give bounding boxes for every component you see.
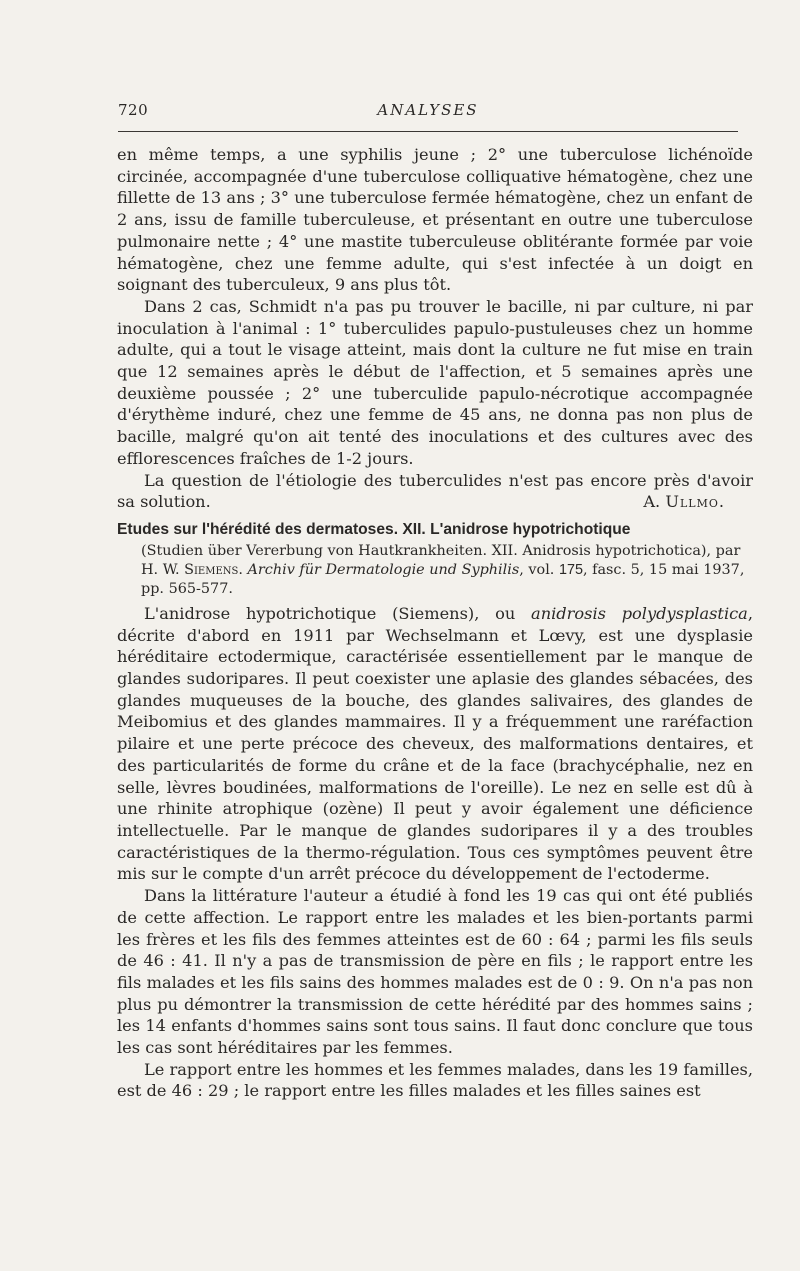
article-heading: Etudes sur l'hérédité des dermatoses. XII. L'anidrose hypotrichotique [117,520,631,538]
p4-start: L'anidrose hypotrichotique (Siemens), ou [144,603,532,623]
signature [117,491,753,513]
paragraph-conclusion: La question de l'étiologie des tuberculides n'est pas encore près d'avoir sa solution. [117,470,753,512]
ref-journal: Archiv für Dermatologie und Syphilis [247,561,520,578]
ref-sep: . [238,561,248,578]
ref-volume: 175 [558,561,583,578]
p4-rest: , décrite d'abord en 1911 par Wechselmann et Lœvy, est une dysplasie héréditaire ectodermique, caractérisée essentiellement par le manque de glandes sudoripares. Il peut coexister une aplasie des glandes sébacées, des glandes muqueuses de la bouche, des glandes salivaires, des glandes de Meibomius et des glandes mammaires. Il y a fréquemment une raréfaction pilaire et une perte précoce des cheveux, des malformations dentaires, et des particularités de forme du crâne et de la face (brachycéphalie, nez en selle, lèvres boudinées, malformations de l'oreille). Le nez en selle est dû à une rhinite atrophique (ozène) Il peut y avoir également une déficience intellectuelle. Par le manque de glandes sudoripares il y a des troubles caractéristiques de la thermo-régulation. Tous ces symptômes peuvent être mis sur le compte d'un arrêt précoce du développement de l'ectoderme. [117,603,753,884]
ref-vol-label: , vol. [519,561,559,578]
article-reference [117,542,753,599]
paragraph-continuation: en même temps, a une syphilis jeune ; 2° une tuberculose lichénoïde circinée, accompagnée d'une tuberculose colliquative hématogène, chez une fillette de 13 ans ; 3° une tuberculose fermée hématogène, chez un enfant de 2 ans, issu de famille tuberculeuse, et présentant en outre une tuberculose pulmonaire nette ; 4° une mastite tuberculeuse oblitérante formée par voie hématogène, chez une femme adulte, qui s'est infectée à un doigt en soignant des tuberculeux, 9 ans plus tôt. [117,145,753,295]
paragraph-schmidt-cases: Dans 2 cas, Schmidt n'a pas pu trouver le bacille, ni par culture, ni par inoculation à l'animal : 1° tuberculides papulo-pustuleuses chez un homme adulte, qui a tout le visage atteint, mais dont la culture ne fut mise en train que 12 semaines après le début de l'affection, et 5 semaines après une deuxième poussée ; 2° une tuberculide papulo-nécrotique accompagnée d'érythème induré, chez une femme de 45 ans, ne donna pas non plus de bacille, malgré qu'on ait tenté des inoculations et des cultures avec des efflorescences fraîches de 1-2 jours. [117,296,753,468]
header-rule [118,131,738,132]
signature-initial: A. [643,492,661,512]
page-number: 720 [118,101,149,119]
paragraph-literature: Dans la littérature l'auteur a étudié à fond les 19 cas qui ont été publiés de cette affection. Le rapport entre les malades et les bien-portants parmi les frères et les fils des femmes atteintes est de 60 : 64 ; parmi les fils seuls de 46 : 41. Il n'y a pas de transmission de père en fils ; le rapport entre les fils malades et les fils sains des hommes malades est de 0 : 9. On n'a pas non plus pu démontrer la transmission de cette hérédité par des hommes sains ; les 14 enfants d'hommes sains sont tous sains. Il faut donc conclure que tous les cas sont héréditaires par les femmes. [117,886,753,1058]
page-header [118,101,738,125]
paragraph-ratio: Le rapport entre les hommes et les femmes malades, dans les 19 familles, est de 46 : 29 ; le rapport entre les filles malades et les filles saines est [117,1059,753,1101]
signature-name: Ullmo. [665,492,725,512]
ref-author: Siemens [184,561,239,578]
ref-text: (Studien über Vererbung von Hautkrankheiten. XII. Anidrosis hypotrichotica), par H. W. [141,542,741,578]
p4-term: anidrosis polydysplastica [531,603,748,623]
ref-issue: , fasc. 5, 15 mai 1937, pp. 565-577. [141,561,745,597]
text-body [117,144,753,1102]
running-title: ANALYSES [377,101,479,119]
paragraph-description [117,603,753,885]
